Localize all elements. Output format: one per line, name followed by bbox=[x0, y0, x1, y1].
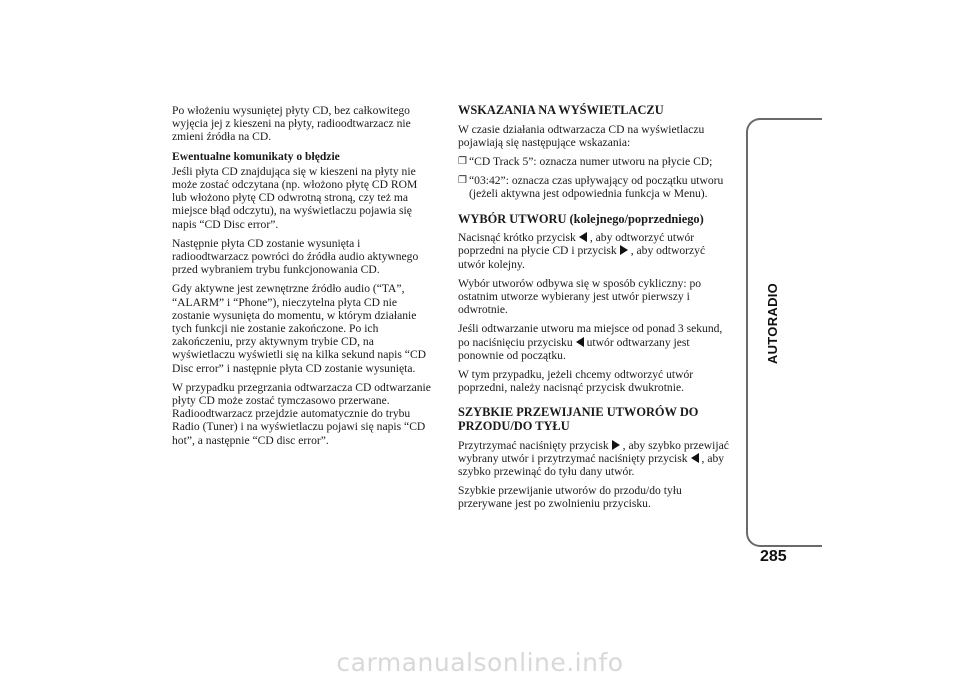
heading-fast-forward-rewind: SZYBKIE PRZEWIJANIE UTWORÓW DO PRZODU/DO TYŁU bbox=[458, 405, 699, 434]
heading-error-messages: Ewentualne komunikaty o błędzie bbox=[172, 149, 340, 163]
list-item bbox=[458, 155, 730, 168]
heading-track-selection: WYBÓR UTWORU (kolejnego/poprzedniego) bbox=[458, 211, 704, 226]
left-arrow-icon bbox=[691, 453, 699, 463]
right-arrow-icon bbox=[620, 245, 628, 255]
heading-display-indications: WSKAZANIA NA WYŚWIETLACZU bbox=[458, 103, 664, 117]
left-arrow-icon bbox=[579, 232, 587, 242]
left-arrow-icon bbox=[576, 337, 584, 347]
section-tab bbox=[758, 268, 788, 378]
page-number: 285 bbox=[760, 548, 787, 565]
paragraph-track-buttons: Nacisnąć krótko przycisk , aby odtworzyć utwór poprzedni na płycie CD i przycisk , aby odtworzyć utwór kolejny. bbox=[458, 231, 706, 271]
paragraph-display-intro: W czasie działania odtwarzacza CD na wyświetlaczu pojawiają się następujące wskazania: bbox=[458, 122, 705, 149]
paragraph-disc-error: Jeśli płyta CD znajdująca się w kieszeni na płyty nie może zostać odczytana (np. włożono płytę CD ROM lub włożono płytę CD odwrotną stroną, czy też ma miejsce błąd odczytu), na wyświetlaczu pojawia się napis “CD Disc error”. bbox=[172, 164, 418, 231]
list-item-text: “03:42”: oznacza czas upływający od początku utworu (jeżeli aktywna jest odpowiednia funkcja w Menu). bbox=[469, 174, 724, 201]
right-arrow-icon bbox=[612, 440, 620, 450]
paragraph-restart-track: Jeśli odtwarzanie utworu ma miejsce od ponad 3 sekund, po naciśnięciu przycisku utwór odtwarzany jest ponownie od początku. bbox=[458, 322, 723, 362]
checkbox-bullet-icon: ❐ bbox=[458, 156, 467, 167]
list-item-text: “CD Track 5”: oznacza numer utworu na płycie CD; bbox=[469, 155, 713, 168]
paragraph-cd-eject: Następnie płyta CD zostanie wysunięta i radioodtwarzacz powróci do źródła audio aktywnego przed wybraniem trybu funkcjonowania CD. bbox=[172, 236, 419, 277]
checkbox-bullet-icon: ❐ bbox=[458, 175, 467, 187]
paragraph-cd-hot: W przypadku przegrzania odtwarzacza CD odtwarzanie płyty CD może zostać tymczasowo przerwane. Radioodtwarzacz przejdzie automatycznie do trybu Radio (Tuner) i na wyświetlaczu pojawi się napis “CD hot”, a następnie “CD disc error”. bbox=[172, 380, 431, 447]
watermark: carmanualsonline.info bbox=[336, 648, 624, 677]
right-column bbox=[458, 104, 730, 517]
paragraph-external-source: Gdy aktywne jest zewnętrzne źródło audio (“TA”, “ALARM” i “Phone”), nieczytelna płyta CD nie zostanie wysunięta do momentu, w którym działanie tych funkcji nie zostanie zakończone. Po ich zakończeniu, przy aktywnym trybie CD, na wyświetlaczu wyświetli się na kilka sekund napis “CD Disc error” i następnie płyta CD zostanie wysunięta. bbox=[172, 282, 427, 375]
paragraph-cyclic-selection: Wybór utworów odbywa się w sposób cykliczny: po ostatnim utworze wybierany jest utwór pierwszy i odwrotnie. bbox=[458, 276, 702, 317]
paragraph-fast-buttons: Przytrzymać naciśnięty przycisk , aby szybko przewijać wybrany utwór i przytrzymać naciśnięty przycisk , aby szybko przewinąć do tyłu dany utwór. bbox=[458, 438, 729, 479]
list-item bbox=[458, 174, 730, 200]
section-tab-label: AUTORADIO bbox=[765, 282, 781, 364]
paragraph-cd-insert: Po włożeniu wysuniętej płyty CD, bez całkowitego wyjęcia jej z kieszeni na płyty, radioodtwarzacz nie zmieni źródła na CD. bbox=[172, 104, 411, 144]
left-column bbox=[172, 104, 434, 453]
paragraph-press-twice: W tym przypadku, jeżeli chcemy odtworzyć utwór poprzedni, należy nacisnąć przycisk dwukrotnie. bbox=[458, 368, 694, 395]
paragraph-fast-release: Szybkie przewijanie utworów do przodu/do tyłu przerywane jest po zwolnieniu przycisku. bbox=[458, 484, 682, 511]
